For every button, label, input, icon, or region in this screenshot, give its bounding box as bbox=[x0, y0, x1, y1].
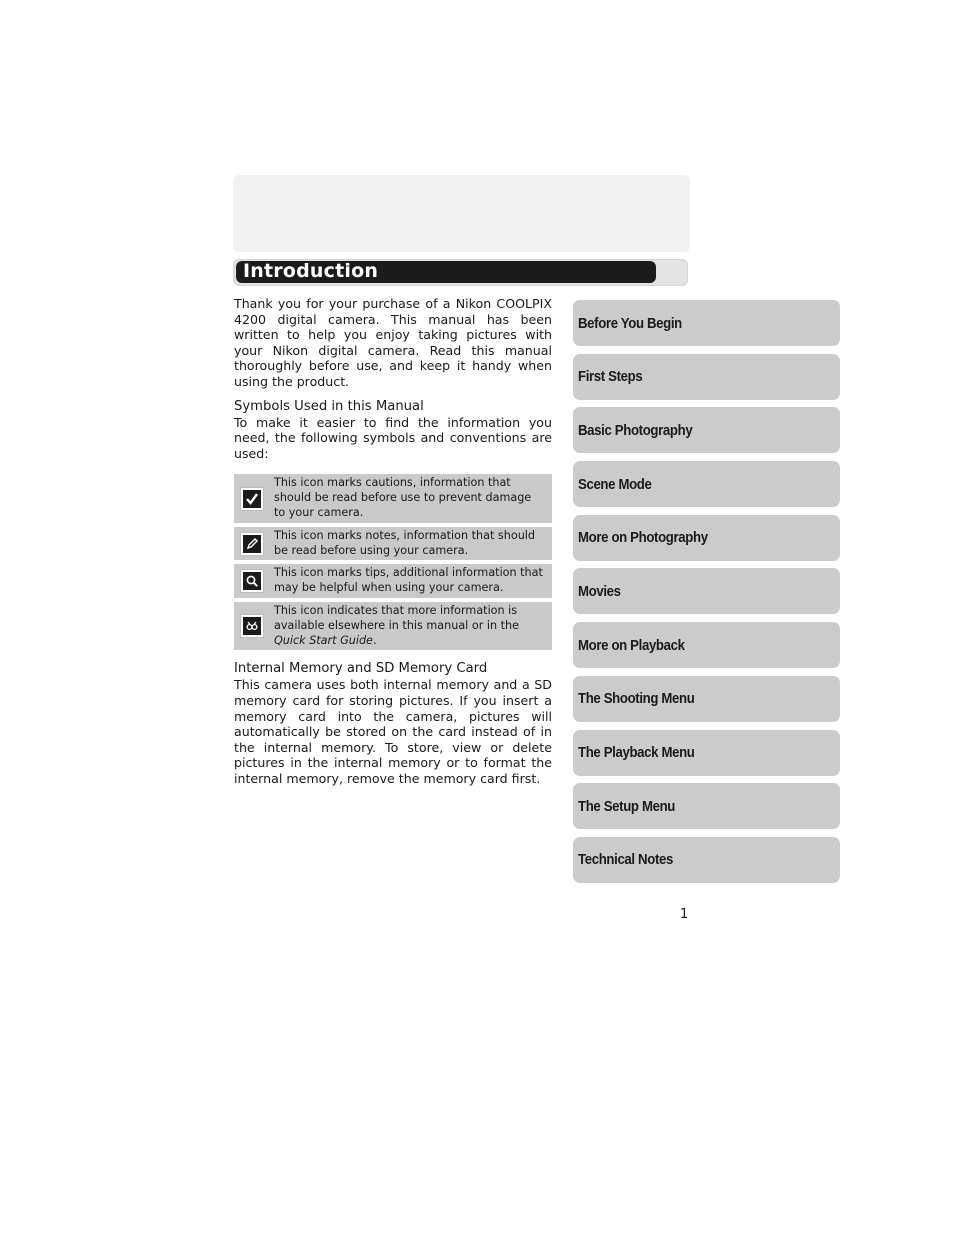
quick-start-guide-ref: Quick Start Guide bbox=[274, 633, 373, 647]
symbol-text-caution: This icon marks cautions, information that should be read before use to prevent damage to your camera. bbox=[274, 476, 532, 519]
pencil-icon bbox=[240, 532, 264, 556]
chapter-nav bbox=[573, 300, 840, 891]
nav-first-steps[interactable]: First Steps bbox=[573, 354, 840, 400]
nav-more-on-photography[interactable]: More on Photography bbox=[573, 515, 840, 561]
nav-basic-photography[interactable]: Basic Photography bbox=[573, 407, 840, 453]
symbol-text-tip: This icon marks tips, additional information that may be helpful when using your camera. bbox=[274, 566, 543, 595]
nav-movies[interactable]: Movies bbox=[573, 568, 840, 614]
symbols-paragraph: To make it easier to find the information you need, the following symbols and conventions are used: bbox=[234, 414, 552, 461]
checkmark-icon bbox=[240, 487, 264, 511]
symbol-row-tip bbox=[234, 564, 552, 598]
memory-heading: Internal Memory and SD Memory Card bbox=[234, 661, 488, 677]
symbol-row-note bbox=[234, 527, 552, 561]
symbols-table bbox=[234, 474, 552, 650]
header-panel bbox=[233, 175, 690, 252]
page-title: Introduction bbox=[243, 260, 379, 282]
symbol-row-reference bbox=[234, 602, 552, 650]
nav-technical-notes[interactable]: Technical Notes bbox=[573, 837, 840, 883]
nav-shooting-menu[interactable]: The Shooting Menu bbox=[573, 676, 840, 722]
main-column bbox=[234, 296, 552, 786]
memory-paragraph: This camera uses both internal memory and a SD memory card for storing pictures. If you insert a memory card into the camera, pictures will automatically be stored on the card instead of in the internal memory. To store, view or delete pictures in the internal memory or to format the internal memory, remove the memory card first. bbox=[234, 677, 552, 786]
symbol-text-note: This icon marks notes, information that should be read before using your camera. bbox=[274, 528, 535, 557]
intro-paragraph: Thank you for your purchase of a Nikon COOLPIX 4200 digital camera. This manual has been written to help you enjoy taking pictures with your Nikon digital camera. Read this manual thoroughly before use, and keep it handy when using the product. bbox=[234, 296, 552, 389]
nav-playback-menu[interactable]: The Playback Menu bbox=[573, 730, 840, 776]
nav-more-on-playback[interactable]: More on Playback bbox=[573, 622, 840, 668]
symbol-row-caution bbox=[234, 474, 552, 522]
symbols-heading: Symbols Used in this Manual bbox=[234, 398, 424, 414]
reference-icon bbox=[240, 614, 264, 638]
nav-scene-mode[interactable]: Scene Mode bbox=[573, 461, 840, 507]
page-number: 1 bbox=[680, 907, 689, 922]
symbol-text-reference: This icon indicates that more information is available elsewhere in this manual or in the Quick Start Guide. bbox=[274, 603, 519, 647]
nav-before-you-begin[interactable]: Before You Begin bbox=[573, 300, 840, 346]
magnifier-icon bbox=[240, 569, 264, 593]
nav-setup-menu[interactable]: The Setup Menu bbox=[573, 783, 840, 829]
